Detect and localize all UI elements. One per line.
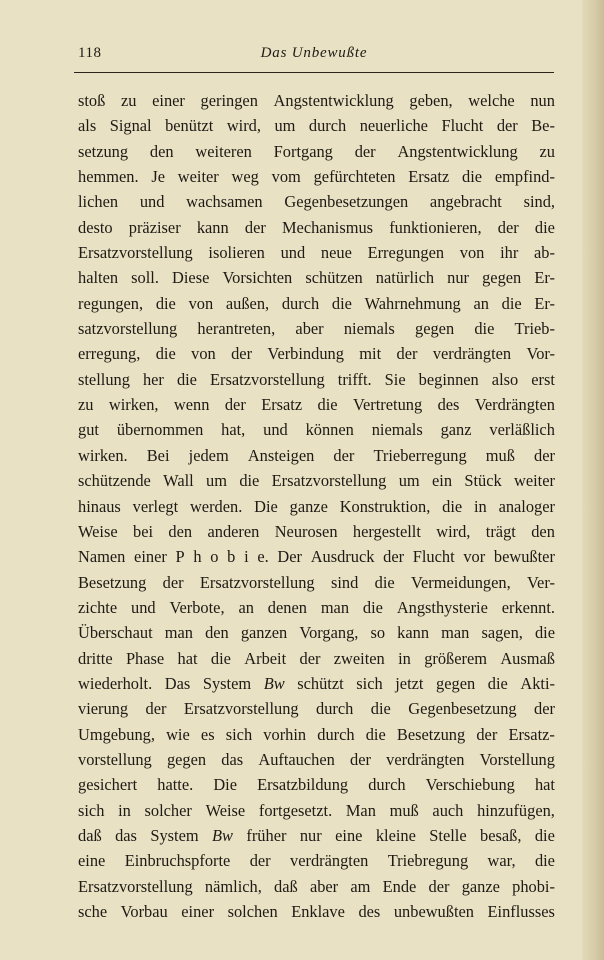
text-line: setzung den weiteren Fortgang der Angstentwicklung zu <box>78 141 555 161</box>
text-line: halten soll. Diese Vorsichten schützen natürlich nur gegen Er- <box>78 268 555 288</box>
text-line: Weise bei den anderen Neurosen hergestellt wird, trägt den <box>78 521 555 541</box>
text-line: schützende Wall um die Ersatzvorstellung um ein Stück weiter <box>78 471 555 491</box>
text-line: gut übernommen hat, und können niemals ganz verläßlich <box>78 420 555 440</box>
text-line: satzvorstellung herantreten, aber niemals gegen die Trieb- <box>78 319 555 339</box>
text-line: Ersatzvorstellung nämlich, daß aber am Ende der ganze phobi- <box>78 876 555 896</box>
text-line: Überschaut man den ganzen Vorgang, so kann man sagen, die <box>78 623 555 643</box>
text-line: sich in solcher Weise fortgesetzt. Man muß auch hinzufügen, <box>78 800 555 820</box>
text-line: wirken. Bei jedem Ansteigen der Trieberregung muß der <box>78 445 555 465</box>
body-text <box>78 88 555 924</box>
text-line: wiederholt. Das System Bw schützt sich jetzt gegen die Akti- <box>78 673 555 693</box>
text-line: desto präziser kann der Mechanismus funktionieren, der die <box>78 217 555 237</box>
text-line: stellung her die Ersatzvorstellung trifft. Sie beginnen also erst <box>78 369 555 389</box>
page-header <box>74 40 554 64</box>
text-line: vierung der Ersatzvorstellung durch die Gegenbesetzung der <box>78 699 555 719</box>
text-line: stoß zu einer geringen Angstentwicklung geben, welche nun <box>78 91 555 110</box>
text-line: zu wirken, wenn der Ersatz die Vertretung des Verdrängten <box>78 395 555 415</box>
text-line: als Signal benützt wird, um durch neuerliche Flucht der Be- <box>78 116 555 136</box>
text-line: regungen, die von außen, durch die Wahrnehmung an die Er- <box>78 293 555 313</box>
text-line: Besetzung der Ersatzvorstellung sind die Vermeidungen, Ver- <box>78 572 555 592</box>
text-line: vorstellung gegen das Auftauchen der verdrängten Vorstellung <box>78 749 555 769</box>
header-rule <box>74 72 554 73</box>
text-line: eine Einbruchspforte der verdrängten Triebregung war, die <box>78 851 555 871</box>
text-line: dritte Phase hat die Arbeit der zweiten in größerem Ausmaß <box>78 648 555 668</box>
running-head: Das Unbewußte <box>260 45 368 61</box>
text-line: hemmen. Je weiter weg vom gefürchteten Ersatz die empfind- <box>78 167 555 187</box>
text-line: hinaus verlegt werden. Die ganze Konstruktion, die in analoger <box>78 496 555 516</box>
text-line: Ersatzvorstellung isolieren und neue Erregungen von ihr ab- <box>78 243 555 263</box>
text-line: Namen einer P h o b i e. Der Ausdruck der Flucht vor bewußter <box>78 547 555 567</box>
text-line: daß das System Bw früher nur eine kleine Stelle besaß, die <box>78 825 555 845</box>
text-line: zichte und Verbote, an denen man die Angsthysterie erkennt. <box>78 597 555 617</box>
text-line: sche Vorbau einer solchen Enklave des unbewußten Einflusses <box>78 902 555 921</box>
page-number: 118 <box>78 45 102 61</box>
text-line: lichen und wachsamen Gegenbesetzungen angebracht sind, <box>78 192 555 212</box>
text-line: Umgebung, wie es sich vorhin durch die Besetzung der Ersatz- <box>78 724 555 744</box>
text-line: erregung, die von der Verbindung mit der verdrängten Vor- <box>78 344 555 364</box>
text-line: gesichert hatte. Die Ersatzbildung durch Verschiebung hat <box>78 775 555 795</box>
page-edge-shadow <box>582 0 604 960</box>
